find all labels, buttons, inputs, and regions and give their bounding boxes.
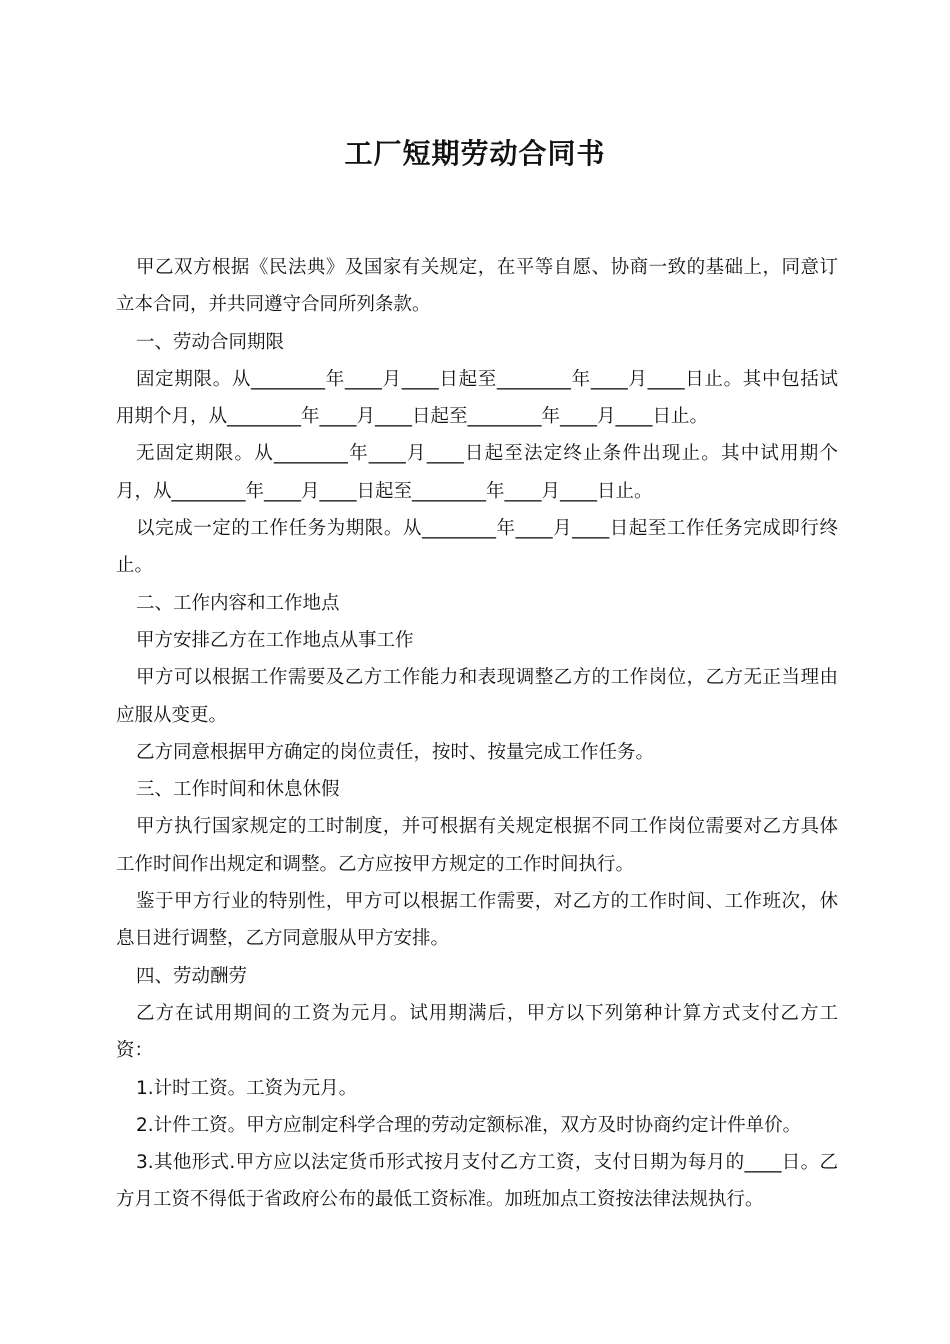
section-heading-3: 三、工作时间和休息休假 <box>136 779 340 801</box>
list-item-other-wage: 3.其他形式.甲方应以法定货币形式按月支付乙方工资，支付日期为每月的____日。乙方月工资不得低于省政府公布的最低工资标准。加班加点工资按法律法规执行。 <box>116 1152 838 1211</box>
document-title: 工厂短期劳动合同书 <box>344 137 606 170</box>
paragraph-open-term: 无固定期限。从________年____月____日起至法定终止条件出现止。其中试用期个月，从________年____月____日起至________年____月____日止。 <box>116 443 838 502</box>
list-item-time-wage: 1.计时工资。工资为元月。 <box>136 1077 358 1099</box>
section-heading-4: 四、劳动酬劳 <box>136 965 248 987</box>
paragraph-job-duty: 乙方同意根据甲方确定的岗位责任，按时、按量完成工作任务。 <box>136 741 655 763</box>
paragraph-probation-wage: 乙方在试用期间的工资为元月。试用期满后，甲方以下列第种计算方式支付乙方工资： <box>116 1002 838 1062</box>
paragraph-preamble: 甲乙双方根据《民法典》及国家有关规定，在平等自愿、协商一致的基础上，同意订立本合同，并共同遵守合同所列条款。 <box>116 257 838 316</box>
list-item-piece-wage: 2.计件工资。甲方应制定科学合理的劳动定额标准，双方及时协商约定计件单价。 <box>136 1114 802 1136</box>
section-heading-2: 二、工作内容和工作地点 <box>136 592 340 614</box>
document-body <box>116 249 838 1219</box>
paragraph-fixed-term: 固定期限。从________年____月____日起至________年____月____日止。其中包括试用期个月，从________年____月____日起至________年____月____日止。 <box>116 368 838 428</box>
paragraph-position-adjustment: 甲方可以根据工作需要及乙方工作能力和表现调整乙方的工作岗位，乙方无正当理由应服从变更。 <box>116 667 838 726</box>
section-heading-1: 一、劳动合同期限 <box>136 331 285 353</box>
paragraph-working-hours: 甲方执行国家规定的工时制度，并可根据有关规定根据不同工作岗位需要对乙方具体工作时间作出规定和调整。乙方应按甲方规定的工作时间执行。 <box>116 816 838 875</box>
paragraph-schedule-adjustment: 鉴于甲方行业的特别性，甲方可以根据工作需要，对乙方的工作时间、工作班次，休息日进行调整，乙方同意服从甲方安排。 <box>116 891 838 950</box>
paragraph-task-term: 以完成一定的工作任务为期限。从________年____月____日起至工作任务完成即行终止。 <box>116 518 838 577</box>
paragraph-work-location: 甲方安排乙方在工作地点从事工作 <box>136 629 414 651</box>
